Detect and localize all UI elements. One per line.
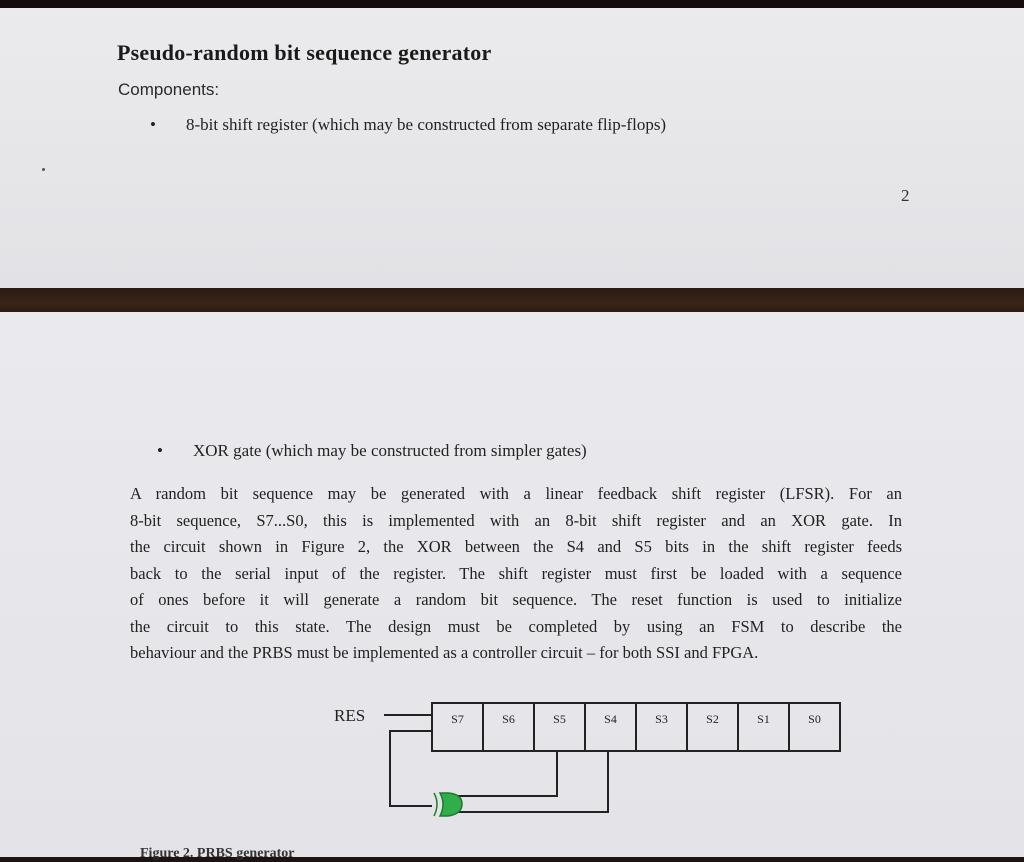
- s4-tap-wire: [456, 751, 608, 812]
- register-cell-s3: [636, 703, 687, 751]
- paragraph-line: back to the serial input of the register. The shift register must first be loaded with a sequence: [130, 563, 902, 583]
- register-cell-s5: [534, 703, 585, 751]
- paragraph-line: the circuit shown in Figure 2, the XOR between the S4 and S5 bits in the shift register feeds: [130, 537, 902, 556]
- xor-gate-icon: [440, 793, 462, 816]
- register-cell-label: S5: [553, 712, 566, 726]
- register-cell-s7: [432, 703, 483, 751]
- register-cell-s0: [789, 703, 840, 751]
- components-heading: Components:: [118, 80, 220, 99]
- register-cell-label: S3: [655, 712, 668, 726]
- register-cell-s4: [585, 703, 636, 751]
- feedback-wire-to-input: [390, 731, 432, 806]
- paragraph-line: the circuit to this state. The design must be completed by using an FSM to describe the: [130, 616, 902, 636]
- xor-gate-input-arc: [434, 793, 437, 816]
- page-number: 2: [901, 186, 910, 205]
- register-cell-label: S7: [451, 712, 464, 726]
- slide-title: Pseudo-random bit sequence generator: [117, 40, 492, 65]
- s5-tap-wire: [456, 751, 557, 796]
- register-cell-s2: [687, 703, 738, 751]
- register-cell-s6: [483, 703, 534, 751]
- bullet-dot: •: [150, 115, 156, 134]
- register-cell-label: S1: [757, 712, 770, 726]
- register-cell-label: S6: [502, 712, 515, 726]
- figure-caption: Figure 2. PRBS generator: [140, 846, 295, 861]
- paragraph-line: 8-bit sequence, S7...S0, this is implemented with an 8-bit shift register and an XOR gate. In: [130, 510, 902, 530]
- register-cell-s1: [738, 703, 789, 751]
- bullet-dot: •: [157, 441, 163, 460]
- reset-label: RES: [334, 706, 366, 725]
- bullet-text: 8-bit shift register (which may be constructed from separate flip-flops): [186, 115, 667, 134]
- register-cell-label: S0: [808, 712, 821, 726]
- paragraph-line: A random bit sequence may be generated with a linear feedback shift register (LFSR). For an: [130, 484, 902, 503]
- paragraph-line: behaviour and the PRBS must be implemented as a controller circuit – for both SSI and FPGA.: [130, 643, 759, 662]
- paragraph-line: of ones before it will generate a random bit sequence. The reset function is used to initialize: [130, 590, 902, 609]
- register-cell-label: S4: [604, 712, 617, 726]
- register-cell-label: S2: [706, 712, 719, 726]
- shift-register: [432, 703, 840, 751]
- bullet-text: XOR gate (which may be constructed from simpler gates): [193, 441, 587, 460]
